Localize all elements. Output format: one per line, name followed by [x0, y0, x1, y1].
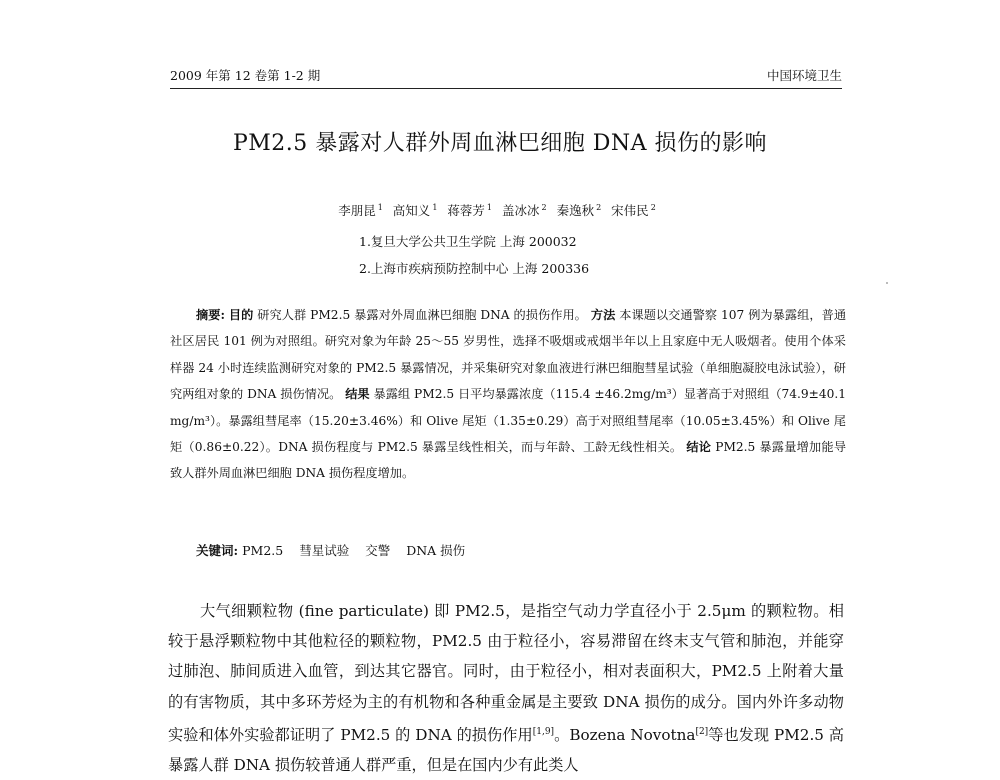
author-name: 蒋蓉芳: [447, 203, 485, 218]
abstract: [170, 302, 846, 487]
author-affiliation-mark: 1: [432, 202, 438, 212]
affiliation-1: 1.复旦大学公共卫生学院 上海 200032: [359, 234, 577, 249]
result-label: 结果: [345, 387, 370, 402]
journal-name: 中国环境卫生: [766, 68, 842, 83]
method-text: 本课题以交通警察 107 例为暴露组，普通社区居民 101 例为对照组。研究对象为年龄 25～55 岁男性，选择不吸烟或戒烟半年以上且家庭中无人吸烟者。使用个体采样器 24 小时连续监测研究对象的 PM2.5 暴露情况，并采集研究对象血液进行淋巴细胞彗星试验（单细胞凝胶电泳试验），研究两组对象的 DNA 损伤情况。: [170, 308, 847, 402]
author-name: 高知义: [392, 203, 431, 218]
purpose-label: 目的: [228, 308, 254, 322]
paper-title: PM2.5 暴露对人群外周血淋巴细胞 DNA 损伤的影响: [232, 131, 768, 156]
body-paragraph: [168, 596, 844, 780]
citation: [1,9]: [532, 726, 555, 737]
body-text-main: 大气细颗粒物 (fine particulate) 即 PM2.5，是指空气动力学直径小于 2.5μm 的颗粒物。相较于悬浮颗粒物中其他粒径的颗粒物，PM2.5 由于粒径小，容易滞留在终末支气管和肺泡，并能穿过肺泡、肺间质进入血管，到达其它器官。同时，由于粒径小，相对表面积大，PM2.5 上附着大量的有害物质，其中多环芳烃为主的有机物和各种重金属是主要致 DNA 损伤的成分。国内外许多动物实验和体外实验都证明了 PM2.5 的 DNA 的损伤作用: [168, 602, 844, 744]
issue-info: 2009 年第 12 卷第 1-2 期: [170, 68, 321, 83]
running-header: [170, 66, 842, 89]
author-affiliation-mark: 1: [377, 202, 383, 212]
method-label: 方法: [590, 308, 616, 322]
affiliation-2: 2.上海市疾病预防控制中心 上海 200336: [359, 261, 590, 276]
keyword-item: 彗星试验: [299, 543, 350, 558]
author-name: 李朋昆: [338, 203, 376, 218]
author-affiliation-mark: 2: [650, 202, 656, 212]
purpose-text: 研究人群 PM2.5 暴露对外周血淋巴细胞 DNA 的损伤作用。: [257, 308, 587, 322]
body-text-tail: 。Bozena Novotna: [554, 725, 696, 744]
keyword-item: PM2.5: [242, 543, 284, 558]
conclusion-text: PM2.5 暴露量增加能导致人群外周血淋巴细胞 DNA 损伤程度增加。: [170, 440, 847, 481]
author-list: [0, 201, 1000, 219]
author-affiliation-mark: 1: [486, 202, 492, 212]
author-name: 盖冰冰: [501, 203, 540, 218]
author-name: 秦逸秋: [556, 203, 595, 218]
conclusion-label: 结论: [686, 440, 712, 455]
author-name: 宋伟民: [611, 203, 649, 218]
body-text-cut: 等也发现 PM2.5 高暴露人群 DNA 损伤较普通人群严重，但是在国内少有此类人: [168, 725, 844, 775]
keyword-item: 交警: [365, 543, 391, 558]
abstract-label: 摘要:: [196, 308, 225, 322]
keywords-label: 关键词:: [196, 543, 239, 558]
scan-speck: [886, 282, 888, 284]
citation: [2]: [695, 726, 709, 737]
author-affiliation-mark: 2: [596, 202, 602, 212]
author-affiliation-mark: 2: [541, 202, 547, 212]
keywords: [196, 541, 477, 559]
result-text: 暴露组 PM2.5 日平均暴露浓度（115.4 ±46.2mg/m³）显著高于对照组（74.9±40.1 mg/m³）。暴露组彗尾率（15.20±3.46%）和 Olive 尾矩（1.35±0.29）高于对照组彗尾率（10.05±3.45%）和 Olive 尾矩（0.86±0.22）。DNA 损伤程度与 PM2.5 暴露呈线性相关，而与年龄、工龄无线性相关。: [170, 387, 847, 455]
keyword-item: DNA 损伤: [406, 543, 466, 558]
